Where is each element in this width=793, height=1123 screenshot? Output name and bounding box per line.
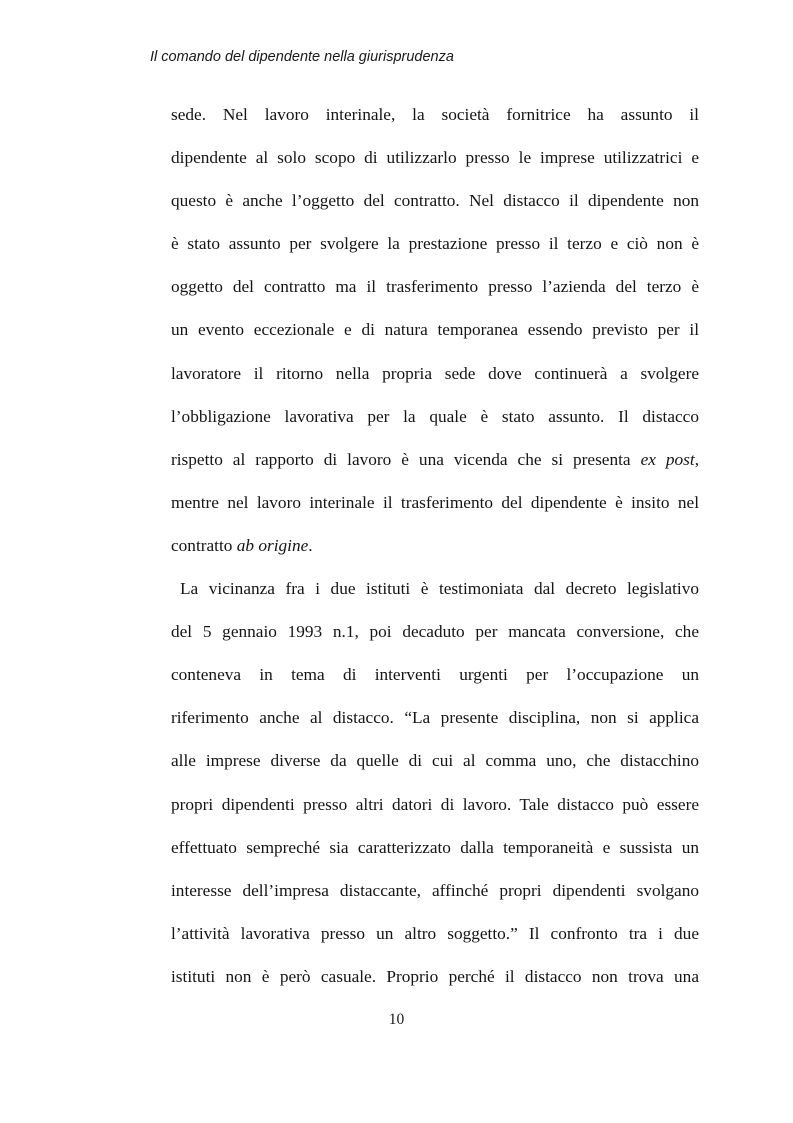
text-line: alle imprese diverse da quelle di cui al comma uno, che distacchino	[171, 751, 699, 771]
text-line: l’attività lavorativa presso un altro soggetto.” Il confronto tra i due	[171, 923, 699, 943]
text-line: lavoratore il ritorno nella propria sede dove continuerà a svolgere	[171, 363, 699, 383]
text-line: conteneva in tema di interventi urgenti per l’occupazione un	[171, 665, 699, 685]
text-line: istituti non è però casuale. Proprio perché il distacco non trova una	[171, 966, 699, 986]
text-line	[171, 528, 699, 571]
text-line: riferimento anche al distacco. “La presente disciplina, non si applica	[171, 708, 699, 728]
text-line: questo è anche l’oggetto del contratto. Nel distacco il dipendente non	[171, 191, 699, 211]
text-run: .	[308, 535, 313, 555]
running-header: Il comando del dipendente nella giurisprudenza	[150, 49, 454, 65]
italic-term: ex post	[640, 449, 695, 469]
text-line: del 5 gennaio 1993 n.1, poi decaduto per mancata conversione, che	[171, 622, 699, 642]
italic-term: ab origine	[236, 535, 309, 555]
text-line: propri dipendenti presso altri datori di lavoro. Tale distacco può essere	[171, 794, 699, 814]
body-text	[171, 97, 699, 1002]
text-line: interesse dell’impresa distaccante, affinché propri dipendenti svolgano	[171, 880, 699, 900]
text-line: effettuato sempreché sia caratterizzato dalla temporaneità e sussista un	[171, 837, 699, 857]
text-line: l’obbligazione lavorativa per la quale è stato assunto. Il distacco	[171, 406, 699, 426]
text-line: un evento eccezionale e di natura temporanea essendo previsto per il	[171, 320, 699, 340]
text-line: mentre nel lavoro interinale il trasferimento del dipendente è insito nel	[171, 492, 699, 512]
text-line: La vicinanza fra i due istituti è testimoniata dal decreto legislativo	[180, 579, 699, 599]
text-line: sede. Nel lavoro interinale, la società fornitrice ha assunto il	[171, 105, 699, 124]
text-line: dipendente al solo scopo di utilizzarlo presso le imprese utilizzatrici e	[171, 148, 699, 168]
text-run: rispetto al rapporto di lavoro è una vicenda che si presenta	[171, 449, 641, 469]
text-run: ,	[694, 449, 700, 469]
text-run: contratto	[171, 535, 237, 555]
text-line: è stato assunto per svolgere la prestazione presso il terzo e ciò non è	[171, 234, 699, 254]
text-line: oggetto del contratto ma il trasferimento presso l’azienda del terzo è	[171, 277, 699, 297]
page-number: 10	[388, 1011, 405, 1028]
text-line	[171, 442, 699, 485]
